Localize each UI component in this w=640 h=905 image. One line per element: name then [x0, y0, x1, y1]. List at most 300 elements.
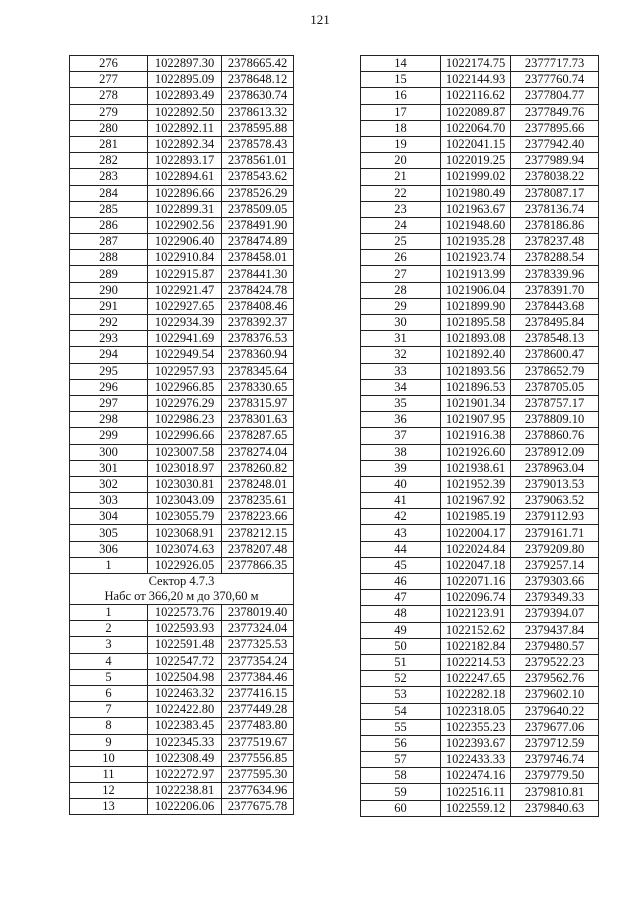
y-coordinate-cell: 2378223.66: [222, 509, 294, 525]
y-coordinate-cell: 2377416.15: [222, 685, 294, 701]
y-coordinate-cell: 2378963.04: [511, 460, 599, 476]
x-coordinate-cell: 1022041.15: [441, 136, 511, 152]
y-coordinate-cell: 2378301.63: [222, 412, 294, 428]
y-coordinate-cell: 2378652.79: [511, 363, 599, 379]
x-coordinate-cell: 1021935.28: [441, 234, 511, 250]
x-coordinate-cell: 1023007.58: [148, 444, 222, 460]
y-coordinate-cell: 2378330.65: [222, 379, 294, 395]
y-coordinate-cell: 2379013.53: [511, 476, 599, 492]
left-table-rows-lower: [70, 605, 294, 815]
y-coordinate-cell: 2378491.90: [222, 217, 294, 233]
x-coordinate-cell: 1022949.54: [148, 347, 222, 363]
table-row: [361, 638, 599, 654]
point-number-cell: 8: [70, 718, 148, 734]
point-number-cell: 306: [70, 541, 148, 557]
x-coordinate-cell: 1022355.23: [441, 719, 511, 735]
table-row: [70, 525, 294, 541]
section-header-group: [70, 574, 294, 605]
point-number-cell: 58: [361, 768, 441, 784]
point-number-cell: 302: [70, 476, 148, 492]
point-number-cell: 303: [70, 493, 148, 509]
table-row: [361, 379, 599, 395]
table-row: [361, 412, 599, 428]
table-row: [361, 671, 599, 687]
table-row: [70, 347, 294, 363]
point-number-cell: 279: [70, 104, 148, 120]
y-coordinate-cell: 2377325.53: [222, 637, 294, 653]
x-coordinate-cell: 1022591.48: [148, 637, 222, 653]
y-coordinate-cell: 2377324.04: [222, 621, 294, 637]
y-coordinate-cell: 2378543.62: [222, 169, 294, 185]
point-number-cell: 291: [70, 298, 148, 314]
table-row: [361, 735, 599, 751]
x-coordinate-cell: 1022957.93: [148, 363, 222, 379]
table-row: [70, 250, 294, 266]
x-coordinate-cell: 1023074.63: [148, 541, 222, 557]
table-row: [70, 460, 294, 476]
table-row: [361, 88, 599, 104]
y-coordinate-cell: 2379303.66: [511, 574, 599, 590]
x-coordinate-cell: 1022433.33: [441, 752, 511, 768]
x-coordinate-cell: 1021893.56: [441, 363, 511, 379]
point-number-cell: 295: [70, 363, 148, 379]
y-coordinate-cell: 2379257.14: [511, 557, 599, 573]
x-coordinate-cell: 1022144.93: [441, 72, 511, 88]
point-number-cell: 2: [70, 621, 148, 637]
x-coordinate-cell: 1022921.47: [148, 282, 222, 298]
y-coordinate-cell: 2377384.46: [222, 669, 294, 685]
x-coordinate-cell: 1022927.65: [148, 298, 222, 314]
x-coordinate-cell: 1022174.75: [441, 56, 511, 72]
table-row: [361, 331, 599, 347]
point-number-cell: 13: [70, 799, 148, 815]
x-coordinate-cell: 1022474.16: [441, 768, 511, 784]
x-coordinate-cell: 1022206.06: [148, 799, 222, 815]
y-coordinate-cell: 2378038.22: [511, 169, 599, 185]
y-coordinate-cell: 2379840.63: [511, 800, 599, 816]
y-coordinate-cell: 2378207.48: [222, 541, 294, 557]
x-coordinate-cell: 1022019.25: [441, 153, 511, 169]
x-coordinate-cell: 1022593.93: [148, 621, 222, 637]
table-row: [70, 734, 294, 750]
x-coordinate-cell: 1022116.62: [441, 88, 511, 104]
point-number-cell: 287: [70, 234, 148, 250]
table-row: [70, 718, 294, 734]
x-coordinate-cell: 1022895.09: [148, 72, 222, 88]
table-row: [70, 169, 294, 185]
point-number-cell: 285: [70, 201, 148, 217]
x-coordinate-cell: 1021907.95: [441, 412, 511, 428]
y-coordinate-cell: 2377519.67: [222, 734, 294, 750]
y-coordinate-cell: 2378705.05: [511, 379, 599, 395]
section-header-row: [70, 574, 294, 605]
y-coordinate-cell: 2377449.28: [222, 702, 294, 718]
x-coordinate-cell: 1023043.09: [148, 493, 222, 509]
y-coordinate-cell: 2378248.01: [222, 476, 294, 492]
point-number-cell: 24: [361, 217, 441, 233]
y-coordinate-cell: 2379394.07: [511, 606, 599, 622]
y-coordinate-cell: 2377595.30: [222, 766, 294, 782]
y-coordinate-cell: 2377483.80: [222, 718, 294, 734]
point-number-cell: 12: [70, 783, 148, 799]
x-coordinate-cell: 1022986.23: [148, 412, 222, 428]
y-coordinate-cell: 2378288.54: [511, 250, 599, 266]
y-coordinate-cell: 2378578.43: [222, 136, 294, 152]
point-number-cell: 300: [70, 444, 148, 460]
point-number-cell: 28: [361, 282, 441, 298]
point-number-cell: 15: [361, 72, 441, 88]
x-coordinate-cell: 1022071.16: [441, 574, 511, 590]
right-table-rows: [361, 56, 599, 817]
x-coordinate-cell: 1021913.99: [441, 266, 511, 282]
point-number-cell: 57: [361, 752, 441, 768]
y-coordinate-cell: 2379677.06: [511, 719, 599, 735]
y-coordinate-cell: 2378495.84: [511, 315, 599, 331]
point-number-cell: 34: [361, 379, 441, 395]
point-number-cell: 11: [70, 766, 148, 782]
table-row: [361, 687, 599, 703]
x-coordinate-cell: 1022892.11: [148, 120, 222, 136]
y-coordinate-cell: 2379712.59: [511, 735, 599, 751]
table-row: [70, 476, 294, 492]
point-number-cell: 14: [361, 56, 441, 72]
table-row: [361, 460, 599, 476]
x-coordinate-cell: 1022516.11: [441, 784, 511, 800]
x-coordinate-cell: 1022996.66: [148, 428, 222, 444]
y-coordinate-cell: 2379437.84: [511, 622, 599, 638]
x-coordinate-cell: 1021906.04: [441, 282, 511, 298]
y-coordinate-cell: 2378757.17: [511, 395, 599, 411]
y-coordinate-cell: 2378360.94: [222, 347, 294, 363]
point-number-cell: 7: [70, 702, 148, 718]
right-coordinates-table: [360, 55, 599, 817]
point-number-cell: 40: [361, 476, 441, 492]
table-row: [70, 783, 294, 799]
x-coordinate-cell: 1021980.49: [441, 185, 511, 201]
x-coordinate-cell: 1022892.50: [148, 104, 222, 120]
point-number-cell: 290: [70, 282, 148, 298]
x-coordinate-cell: 1022573.76: [148, 605, 222, 621]
table-row: [70, 56, 294, 72]
point-number-cell: 29: [361, 298, 441, 314]
table-row: [361, 493, 599, 509]
table-row: [70, 363, 294, 379]
x-coordinate-cell: 1022463.32: [148, 685, 222, 701]
point-number-cell: 288: [70, 250, 148, 266]
point-number-cell: 18: [361, 120, 441, 136]
table-row: [361, 298, 599, 314]
point-number-cell: 6: [70, 685, 148, 701]
y-coordinate-cell: 2378474.89: [222, 234, 294, 250]
table-row: [361, 557, 599, 573]
section-subtitle: Набс от 366,20 м до 370,60 м: [104, 589, 259, 603]
y-coordinate-cell: 2378186.86: [511, 217, 599, 233]
y-coordinate-cell: 2379640.22: [511, 703, 599, 719]
left-table-rows-upper: [70, 56, 294, 574]
y-coordinate-cell: 2378458.01: [222, 250, 294, 266]
table-row: [361, 606, 599, 622]
y-coordinate-cell: 2377804.77: [511, 88, 599, 104]
x-coordinate-cell: 1022910.84: [148, 250, 222, 266]
point-number-cell: 54: [361, 703, 441, 719]
y-coordinate-cell: 2379562.76: [511, 671, 599, 687]
point-number-cell: 20: [361, 153, 441, 169]
x-coordinate-cell: 1022915.87: [148, 266, 222, 282]
x-coordinate-cell: 1022926.05: [148, 557, 222, 573]
x-coordinate-cell: 1022892.34: [148, 136, 222, 152]
x-coordinate-cell: 1021948.60: [441, 217, 511, 233]
x-coordinate-cell: 1022308.49: [148, 750, 222, 766]
y-coordinate-cell: 2378345.64: [222, 363, 294, 379]
table-row: [361, 266, 599, 282]
y-coordinate-cell: 2377634.96: [222, 783, 294, 799]
y-coordinate-cell: 2378237.48: [511, 234, 599, 250]
point-number-cell: 16: [361, 88, 441, 104]
table-row: [70, 315, 294, 331]
y-coordinate-cell: 2378443.68: [511, 298, 599, 314]
y-coordinate-cell: 2378274.04: [222, 444, 294, 460]
y-coordinate-cell: 2378809.10: [511, 412, 599, 428]
table-row: [361, 347, 599, 363]
table-row: [70, 136, 294, 152]
y-coordinate-cell: 2378287.65: [222, 428, 294, 444]
x-coordinate-cell: 1021899.90: [441, 298, 511, 314]
table-row: [361, 72, 599, 88]
y-coordinate-cell: 2378912.09: [511, 444, 599, 460]
x-coordinate-cell: 1022345.33: [148, 734, 222, 750]
x-coordinate-cell: 1022238.81: [148, 783, 222, 799]
x-coordinate-cell: 1021896.53: [441, 379, 511, 395]
point-number-cell: 304: [70, 509, 148, 525]
table-row: [70, 669, 294, 685]
y-coordinate-cell: 2379063.52: [511, 493, 599, 509]
point-number-cell: 30: [361, 315, 441, 331]
y-coordinate-cell: 2379480.57: [511, 638, 599, 654]
point-number-cell: 305: [70, 525, 148, 541]
table-row: [70, 493, 294, 509]
y-coordinate-cell: 2378561.01: [222, 153, 294, 169]
point-number-cell: 4: [70, 653, 148, 669]
y-coordinate-cell: 2379349.33: [511, 590, 599, 606]
y-coordinate-cell: 2378315.97: [222, 395, 294, 411]
table-row: [70, 637, 294, 653]
y-coordinate-cell: 2378526.29: [222, 185, 294, 201]
point-number-cell: 53: [361, 687, 441, 703]
point-number-cell: 31: [361, 331, 441, 347]
table-row: [361, 654, 599, 670]
point-number-cell: 23: [361, 201, 441, 217]
table-row: [361, 250, 599, 266]
point-number-cell: 44: [361, 541, 441, 557]
x-coordinate-cell: 1021901.34: [441, 395, 511, 411]
x-coordinate-cell: 1023068.91: [148, 525, 222, 541]
table-row: [361, 282, 599, 298]
x-coordinate-cell: 1022893.17: [148, 153, 222, 169]
y-coordinate-cell: 2379522.23: [511, 654, 599, 670]
point-number-cell: 19: [361, 136, 441, 152]
y-coordinate-cell: 2377717.73: [511, 56, 599, 72]
table-row: [361, 800, 599, 816]
y-coordinate-cell: 2378441.30: [222, 266, 294, 282]
table-row: [70, 444, 294, 460]
table-row: [361, 217, 599, 233]
x-coordinate-cell: 1022934.39: [148, 315, 222, 331]
table-row: [70, 120, 294, 136]
point-number-cell: 41: [361, 493, 441, 509]
point-number-cell: 51: [361, 654, 441, 670]
y-coordinate-cell: 2377866.35: [222, 557, 294, 573]
point-number-cell: 50: [361, 638, 441, 654]
y-coordinate-cell: 2377675.78: [222, 799, 294, 815]
x-coordinate-cell: 1022214.53: [441, 654, 511, 670]
table-row: [70, 557, 294, 573]
x-coordinate-cell: 1022966.85: [148, 379, 222, 395]
table-row: [70, 88, 294, 104]
point-number-cell: 33: [361, 363, 441, 379]
x-coordinate-cell: 1021892.40: [441, 347, 511, 363]
table-row: [70, 298, 294, 314]
y-coordinate-cell: 2379209.80: [511, 541, 599, 557]
table-row: [361, 541, 599, 557]
x-coordinate-cell: 1021926.60: [441, 444, 511, 460]
table-row: [361, 428, 599, 444]
table-row: [361, 363, 599, 379]
y-coordinate-cell: 2377895.66: [511, 120, 599, 136]
x-coordinate-cell: 1021895.58: [441, 315, 511, 331]
point-number-cell: 42: [361, 509, 441, 525]
point-number-cell: 60: [361, 800, 441, 816]
point-number-cell: 37: [361, 428, 441, 444]
x-coordinate-cell: 1021967.92: [441, 493, 511, 509]
table-row: [70, 621, 294, 637]
y-coordinate-cell: 2377849.76: [511, 104, 599, 120]
y-coordinate-cell: 2379161.71: [511, 525, 599, 541]
x-coordinate-cell: 1022004.17: [441, 525, 511, 541]
point-number-cell: 27: [361, 266, 441, 282]
x-coordinate-cell: 1022941.69: [148, 331, 222, 347]
table-row: [361, 476, 599, 492]
table-row: [70, 799, 294, 815]
point-number-cell: 55: [361, 719, 441, 735]
x-coordinate-cell: 1022383.45: [148, 718, 222, 734]
y-coordinate-cell: 2379810.81: [511, 784, 599, 800]
y-coordinate-cell: 2379112.93: [511, 509, 599, 525]
point-number-cell: 48: [361, 606, 441, 622]
table-row: [361, 574, 599, 590]
point-number-cell: 36: [361, 412, 441, 428]
x-coordinate-cell: 1021963.67: [441, 201, 511, 217]
y-coordinate-cell: 2378260.82: [222, 460, 294, 476]
point-number-cell: 43: [361, 525, 441, 541]
point-number-cell: 293: [70, 331, 148, 347]
y-coordinate-cell: 2378600.47: [511, 347, 599, 363]
y-coordinate-cell: 2378509.05: [222, 201, 294, 217]
table-row: [361, 120, 599, 136]
y-coordinate-cell: 2378391.70: [511, 282, 599, 298]
point-number-cell: 9: [70, 734, 148, 750]
table-row: [361, 752, 599, 768]
table-row: [70, 605, 294, 621]
y-coordinate-cell: 2379779.50: [511, 768, 599, 784]
point-number-cell: 301: [70, 460, 148, 476]
table-row: [70, 412, 294, 428]
point-number-cell: 1: [70, 605, 148, 621]
x-coordinate-cell: 1022893.49: [148, 88, 222, 104]
table-row: [361, 136, 599, 152]
table-row: [361, 525, 599, 541]
point-number-cell: 32: [361, 347, 441, 363]
table-row: [70, 509, 294, 525]
point-number-cell: 25: [361, 234, 441, 250]
table-row: [361, 234, 599, 250]
y-coordinate-cell: 2378392.37: [222, 315, 294, 331]
x-coordinate-cell: 1023018.97: [148, 460, 222, 476]
x-coordinate-cell: 1021923.74: [441, 250, 511, 266]
table-row: [361, 56, 599, 72]
point-number-cell: 59: [361, 784, 441, 800]
table-row: [361, 169, 599, 185]
x-coordinate-cell: 1022064.70: [441, 120, 511, 136]
x-coordinate-cell: 1022559.12: [441, 800, 511, 816]
y-coordinate-cell: 2377989.94: [511, 153, 599, 169]
point-number-cell: 280: [70, 120, 148, 136]
x-coordinate-cell: 1021938.61: [441, 460, 511, 476]
point-number-cell: 35: [361, 395, 441, 411]
table-row: [70, 428, 294, 444]
table-row: [70, 379, 294, 395]
table-row: [361, 185, 599, 201]
table-row: [70, 153, 294, 169]
section-title: Сектор 4.7.3: [148, 574, 215, 588]
x-coordinate-cell: 1021916.38: [441, 428, 511, 444]
point-number-cell: 46: [361, 574, 441, 590]
table-row: [70, 331, 294, 347]
point-number-cell: 38: [361, 444, 441, 460]
table-row: [70, 266, 294, 282]
point-number-cell: 283: [70, 169, 148, 185]
point-number-cell: 49: [361, 622, 441, 638]
x-coordinate-cell: 1022422.80: [148, 702, 222, 718]
table-row: [70, 185, 294, 201]
x-coordinate-cell: 1022152.62: [441, 622, 511, 638]
y-coordinate-cell: 2378087.17: [511, 185, 599, 201]
table-row: [70, 685, 294, 701]
table-row: [361, 703, 599, 719]
x-coordinate-cell: 1021893.08: [441, 331, 511, 347]
x-coordinate-cell: 1022894.61: [148, 169, 222, 185]
table-row: [70, 234, 294, 250]
point-number-cell: 289: [70, 266, 148, 282]
x-coordinate-cell: 1022024.84: [441, 541, 511, 557]
table-row: [70, 702, 294, 718]
point-number-cell: 17: [361, 104, 441, 120]
x-coordinate-cell: 1022318.05: [441, 703, 511, 719]
point-number-cell: 278: [70, 88, 148, 104]
point-number-cell: 298: [70, 412, 148, 428]
table-row: [361, 395, 599, 411]
y-coordinate-cell: 2379602.10: [511, 687, 599, 703]
x-coordinate-cell: 1022393.67: [441, 735, 511, 751]
table-row: [70, 104, 294, 120]
y-coordinate-cell: 2378212.15: [222, 525, 294, 541]
table-row: [70, 653, 294, 669]
point-number-cell: 39: [361, 460, 441, 476]
point-number-cell: 292: [70, 315, 148, 331]
table-row: [361, 719, 599, 735]
table-row: [361, 201, 599, 217]
point-number-cell: 282: [70, 153, 148, 169]
x-coordinate-cell: 1022976.29: [148, 395, 222, 411]
